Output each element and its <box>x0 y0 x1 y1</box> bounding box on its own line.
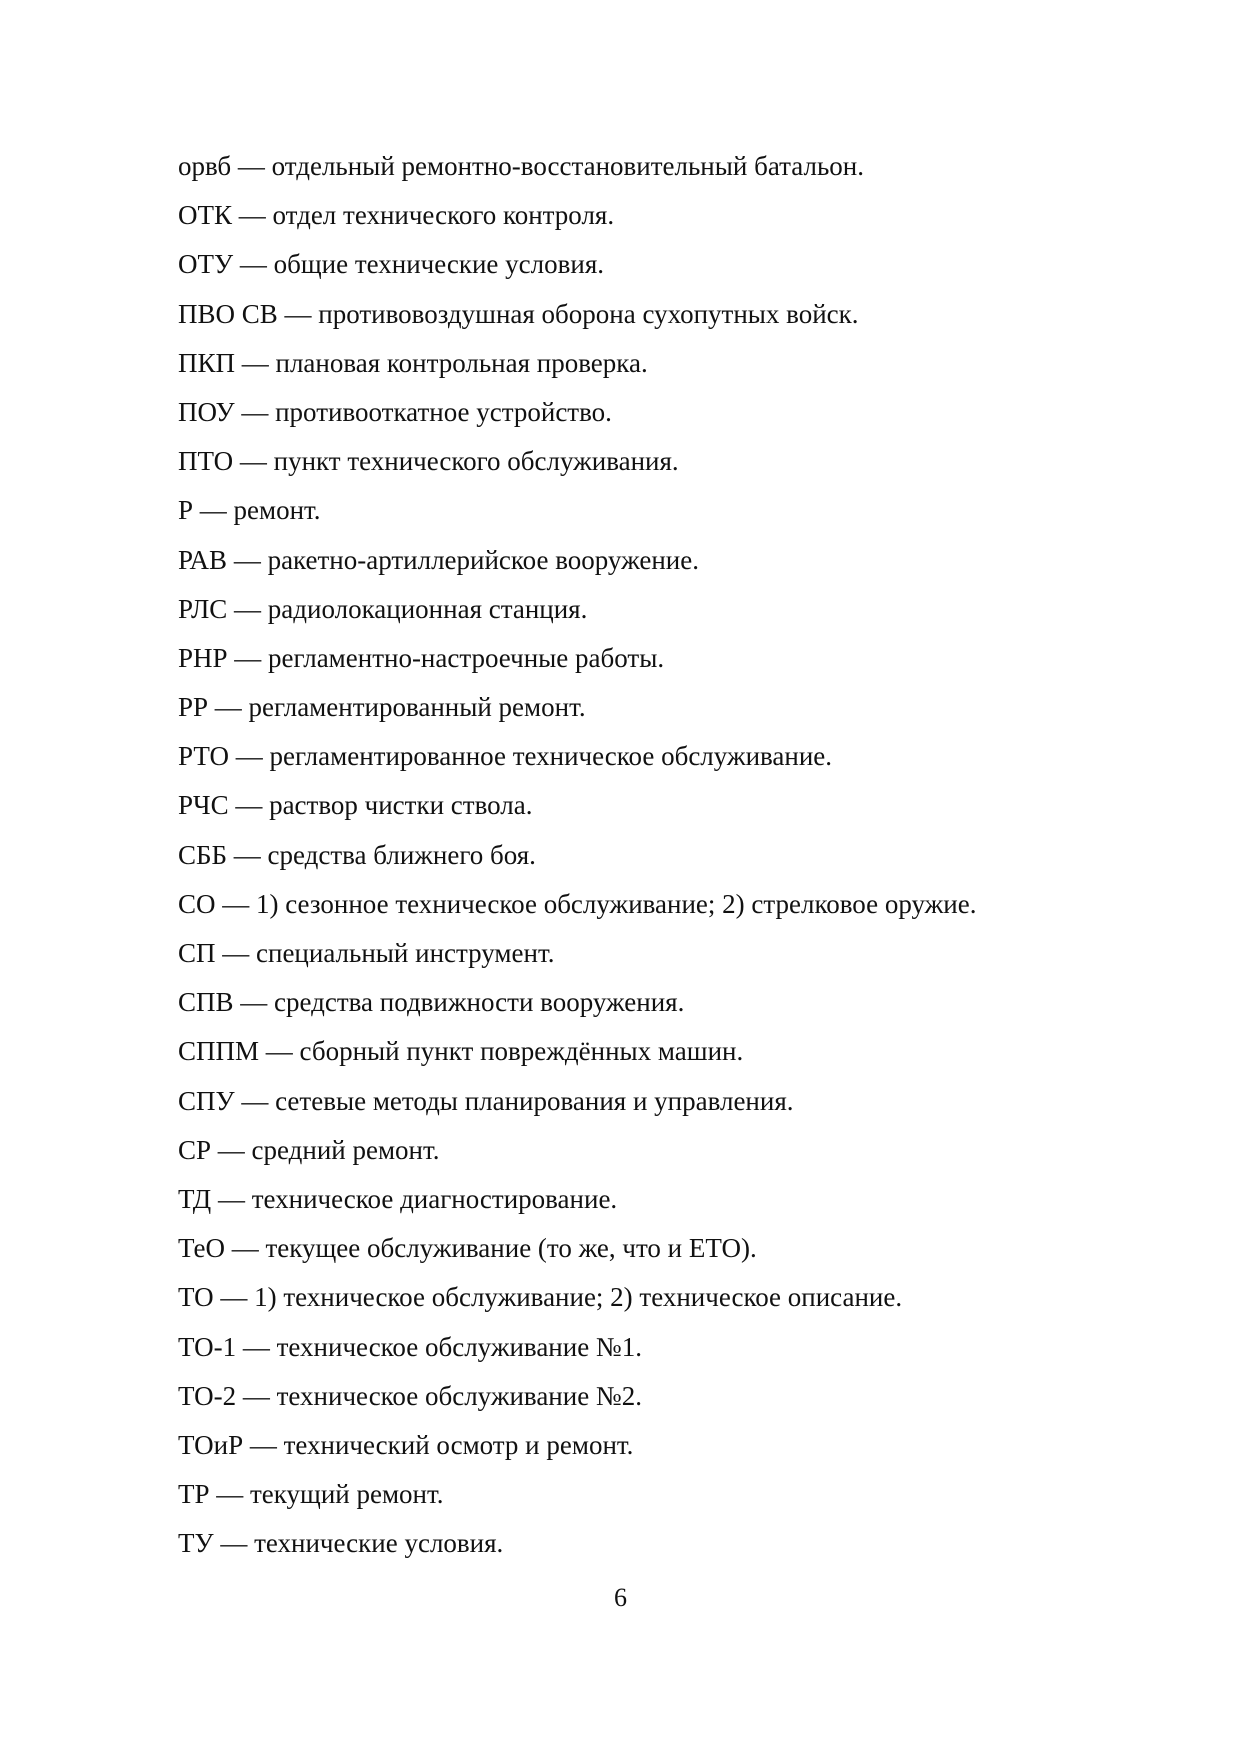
abbreviation-entry: СО — 1) сезонное техническое обслуживание; 2) стрелковое оружие. <box>178 888 977 919</box>
abbreviation-entry: РНР — регламентно-настроечные работы. <box>178 642 665 673</box>
abbreviation-entry: РАВ — ракетно-артиллерийское вооружение. <box>178 544 699 575</box>
abbreviation-entry: ТР — текущий ремонт. <box>178 1479 444 1510</box>
abbreviation-entry: ТО-1 — техническое обслуживание №1. <box>178 1331 642 1362</box>
abbreviation-entry: ТОиР — технический осмотр и ремонт. <box>178 1429 634 1460</box>
abbreviation-entry: орвб — отдельный ремонтно-восстановительный батальон. <box>178 151 864 181</box>
abbreviation-entry: ОТУ — общие технические условия. <box>178 249 604 280</box>
abbreviation-entry: СР — средний ремонт. <box>178 1134 440 1165</box>
abbreviation-entry: СПВ — средства подвижности вооружения. <box>178 987 685 1018</box>
abbreviation-entry: РТО — регламентированное техническое обслуживание. <box>178 741 833 772</box>
abbreviation-entry: СББ — средства ближнего боя. <box>178 839 536 870</box>
abbreviation-entry: ТеО — текущее обслуживание (то же, что и ЕТО). <box>178 1233 757 1264</box>
abbreviation-entry: СППМ — сборный пункт повреждённых машин. <box>178 1036 744 1067</box>
abbreviation-entry: Р — ремонт. <box>178 495 321 526</box>
abbreviation-entry: РЛС — радиолокационная станция. <box>178 593 588 624</box>
abbreviation-entry: ОТК — отдел технического контроля. <box>178 200 615 231</box>
abbreviation-entry: СП — специальный инструмент. <box>178 938 555 968</box>
abbreviation-entry: СПУ — сетевые методы планирования и управления. <box>178 1085 794 1116</box>
abbreviation-list <box>178 142 1178 1568</box>
abbreviation-entry: ПВО СВ — противовоздушная оборона сухопутных войск. <box>178 298 859 329</box>
abbreviation-entry: ПТО — пункт технического обслуживания. <box>178 446 679 477</box>
abbreviation-entry: ПКП — плановая контрольная проверка. <box>178 347 648 378</box>
abbreviation-entry: РР — регламентированный ремонт. <box>178 692 586 723</box>
abbreviation-entry: ПОУ — противооткатное устройство. <box>178 396 612 427</box>
abbreviation-entry: ТО-2 — техническое обслуживание №2. <box>178 1380 642 1411</box>
page-number: 6 <box>614 1583 627 1612</box>
abbreviation-entry: ТО — 1) техническое обслуживание; 2) техническое описание. <box>178 1282 903 1313</box>
abbreviation-entry: ТД — техническое диагностирование. <box>178 1183 618 1214</box>
abbreviation-entry: РЧС — раствор чистки ствола. <box>178 790 533 821</box>
abbreviation-entry: ТУ — технические условия. <box>178 1528 504 1559</box>
